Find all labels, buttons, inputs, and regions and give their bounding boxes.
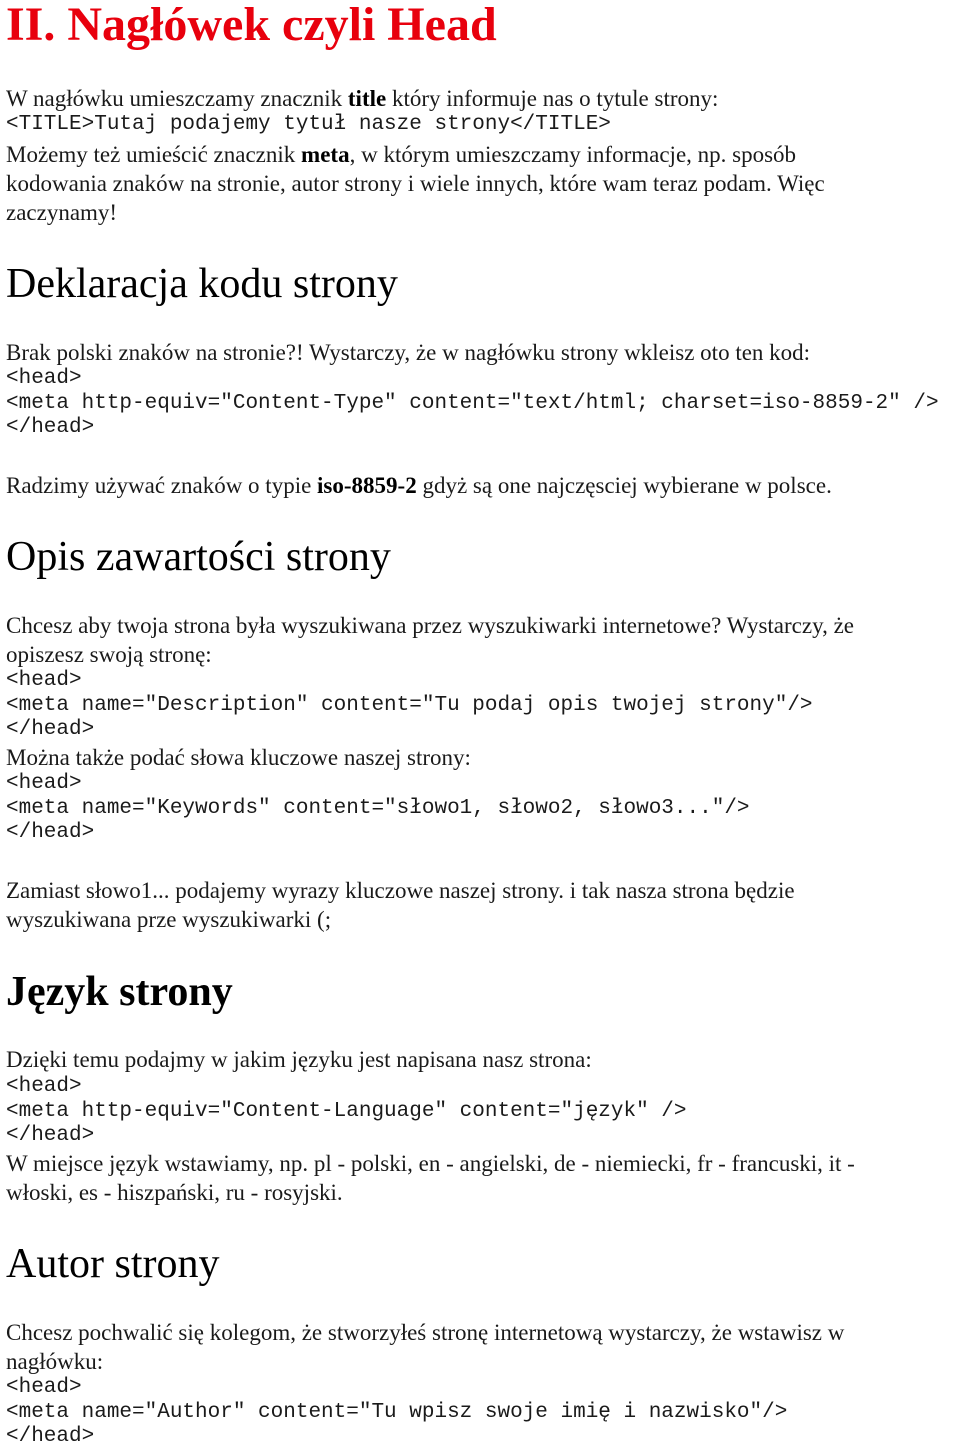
keywords-text: Można także podać słowa kluczowe naszej strony:	[6, 745, 471, 770]
language-explanation: W miejsce język wstawiamy, np. pl - polski, en - angielski, de - niemiecki, fr - francuski, it - włoski, es - hiszpański, ru - rosyjski.	[6, 1151, 855, 1205]
keywords-explanation: Zamiast słowo1... podajemy wyrazy kluczowe naszej strony. i tak nasza strona będzie wyszukiwana prze wyszukiwarki (;	[6, 878, 795, 932]
section-heading-encoding: Deklaracja kodu strony	[6, 261, 398, 307]
description-code-block: <head> <meta name="Description" content="Tu podaj opis twojej strony"/> </head>	[6, 669, 813, 741]
section-heading-language: Język strony	[6, 969, 233, 1015]
title-tag-keyword: title	[347, 86, 387, 111]
encoding-text: Brak polski znaków na stronie?! Wystarczy, że w nagłówku strony wkleisz oto ten kod:	[6, 340, 811, 365]
keywords-code-block: <head> <meta name="Keywords" content="słowo1, słowo2, słowo3..."/> </head>	[6, 772, 750, 844]
section-heading-author: Autor strony	[6, 1241, 220, 1287]
page-title: II. Nagłówek czyli Head	[6, 0, 497, 51]
description-text: Chcesz aby twoja strona była wyszukiwana przez wyszukiwarki internetowe? Wystarczy, że opiszesz swoją stronę:	[6, 613, 855, 667]
title-code-example: <TITLE>Tutaj podajemy tytuł nasze strony</TITLE>	[6, 113, 611, 136]
intro-paragraph-2: Możemy też umieścić znacznik meta, w którym umieszczamy informacje, np. sposób kodowania znaków na stronie, autor strony i wiele innych, które wam teraz podam. Więc zaczynamy!	[6, 142, 825, 225]
author-text: Chcesz pochwalić się kolegom, że stworzyłeś stronę internetową wystarczy, że wstawisz w nagłówku:	[6, 1320, 845, 1374]
meta-tag-keyword: meta	[301, 142, 350, 167]
language-code-block: <head> <meta http-equiv="Content-Language" content="język" /> </head>	[6, 1075, 687, 1147]
language-text: Dzięki temu podajmy w jakim języku jest napisana nasz strona:	[6, 1047, 592, 1072]
author-code-block: <head> <meta name="Author" content="Tu wpisz swoje imię i nazwisko"/> </head>	[6, 1376, 788, 1448]
section-heading-description: Opis zawartości strony	[6, 534, 391, 580]
charset-keyword: iso-8859-2	[317, 473, 417, 498]
encoding-note: Radzimy używać znaków o typie iso-8859-2 gdyż są one najczęsciej wybierane w polsce.	[6, 473, 832, 498]
intro-paragraph-1: W nagłówku umieszczamy znacznik title który informuje nas o tytule strony:	[6, 86, 719, 111]
encoding-code-block: <head> <meta http-equiv="Content-Type" content="text/html; charset=iso-8859-2" /> </head>	[6, 367, 939, 439]
